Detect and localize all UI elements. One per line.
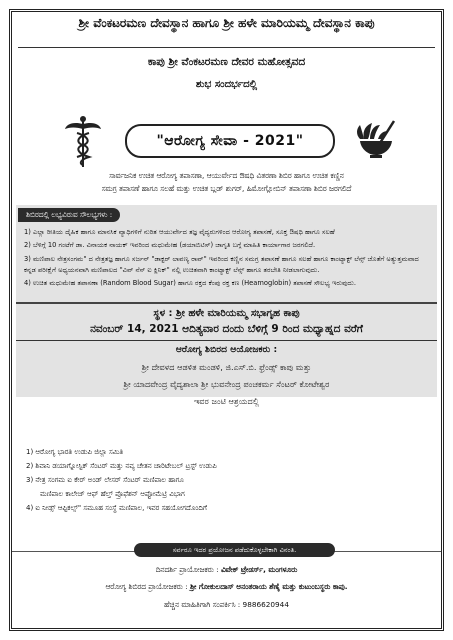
caduceus-icon [64,115,102,169]
organisers-line: ಶ್ರೀ ದೇವಳದ ಆಡಳಿತ ಮಂಡಳಿ, ಜಿ.ಎಸ್.ಬಿ. ಫ್ರೆಂಡ್ಸ್ ಕಾಪು ಮತ್ತು [141,362,312,372]
organisers-heading: ಆರೋಗ್ಯ ಶಿಬಿರದ ಆಯೋಜಕರು : [175,344,278,355]
intro-line: ಸಾರ್ವಜನಿಕ ಉಚಿತ ಆರೋಗ್ಯ ತಪಾಸಣಾ, ಆಯುರ್ವೇದ ಔಷಧಿ ವಿತರಣಾ ಶಿಬಿರ ಹಾಗೂ ಉಚಿತ ಕಣ್ಣಿನ [109,171,344,180]
temple-title: ಶ್ರೀ ವೆಂಕಟರಮಣ ದೇವಸ್ಥಾನ ಹಾಗೂ ಶ್ರೀ ಹಳೇ ಮಾರಿಯಮ್ಮ ದೇವಸ್ಥಾನ ಕಾಪು [78,16,375,30]
organisers-line: ಶ್ರೀ ಯಾದವೇಂದ್ರ ವೈದ್ಯಶಾಲಾ ಶ್ರೀ ಭುವನೇಂದ್ರ ಪಂಚಕರ್ಮ ಸೆಂಟರ್ ಕೋಟೇಶ್ವರ [123,379,330,389]
venue-divider [16,302,437,304]
facility-item: 1) ಎಲ್ಲಾ ರೀತಿಯ ದೈಹಿಕ ಹಾಗೂ ಮಾನಸಿಕ ವ್ಯಾಧಿಗಳಿಗೆ ನುರಿತ ಆಯುರ್ವೇದ ತಜ್ಞ ವೈದ್ಯರುಗಳಿಂದ ಆರೋಗ್ಯ ತಪಾಸಣೆ, ಸೂಕ್ತ ಔಷಧಿ ಹಾಗೂ ಸಲಹೆ [24,228,335,236]
sponsor-item: 3) ನೇತ್ರ ಸಂಗಮ ಐ ಕೇರ್ ಅಂಡ್ ಲೇಸರ್ ಸೆಂಟರ್ ಮಣಿಪಾಲ ಹಾಗೂ [26,476,184,484]
calendar-sponsor-label: ದಿನದರ್ಶಿ ಪ್ರಾಯೋಜಕರು : [155,565,219,574]
event-title-box [125,124,335,158]
facility-item: 3) ಮಣಿಪಾಲ ನೇತ್ರಸಂಗಮ" ದ ನೇತ್ರತಜ್ಞ ಹಾಗೂ ಸರ್ಜನ್ "ಡಾಕ್ಟರ್ ಲಾವಣ್ಯ ರಾವ್" ಇವರಿಂದ ಕಣ್ಣಿನ ಸಮಗ್ರ ತಪಾಸಣೆ ಹಾಗೂ ಸಲಹೆ ಹಾಗೂ ಕಾಂಟ್ಯಾಕ್ಟ್ ಲೆನ್ಸ್ ಜೊತೆಗೆ ಅತ್ಯುತ್ತಮವಾದ ಕನ್ನಡ ಪರೀಕ್ಷೆಗೆ ಅಧ್ಯಯನವಾಗಿ ಮಣಿಪಾಲದ "ವಿವ್ ನೆಸ್ ಐ ಕ್ಲಿನಿಕ್" ನಲ್ಲಿ ಉಚಿತವಾಗಿ ಕಾಂಟ್ಯಾಕ್ಟ್ ಲೆನ್ಸ್ ಹಾಗೂ ತರಬೇತಿ ನೀಡಲಾಗುವುದು. [24,254,419,274]
calendar-sponsor-name: ವಿವೇಕ್ ಟ್ರೇಡರ್ಸ್, ಮಂಗಳೂರು [220,565,298,574]
sponsor-item: 1) ಆರೋಗ್ಯ ಭಾರತಿ ಉಡುಪಿ ಜಿಲ್ಲಾ ಸಮಿತಿ [26,448,124,456]
date-divider [16,340,437,341]
date-text: ನವಂಬರ್ 14, 2021 ಆದಿತ್ಯವಾರ ದಂದು ಬೆಳಿಗ್ಗೆ 9 ರಿಂದ ಮಧ್ಯಾಹ್ನದ ವರೆಗೆ [90,323,363,335]
header-divider [18,47,435,48]
calendar-sponsor [12,565,441,575]
herbal-mortar-icon [354,115,398,159]
intro-line: ಸಮಗ್ರ ತಪಾಸಣೆ ಹಾಗೂ ಸಲಹೆ ಮತ್ತು ಉಚಿತ ಬ್ಲಡ್ ಶುಗರ್, ಹಿಮೋಗ್ಲೋಬಿನ್ ತಪಾಸಣಾ ಶಿಬಿರ ಜರಗಲಿದೆ [101,184,352,193]
intro-text [26,169,427,195]
facility-item: 4) ಉಚಿತ ಮಧುಮೇಹ ತಪಾಸಣಾ (Random Blood Sugar) ಹಾಗೂ ರಕ್ತದ ಕೆಂಪು ರಕ್ತ ಕಣ (Heamoglobin) ತಪಾಸಣೆ ಸೌಲಭ್ಯ ಇರುವುದು. [24,279,357,288]
event-title: "ಆರೋಗ್ಯ ಸೇವಾ - 2021" [156,133,304,149]
note-text: ಸರ್ವರೂ ಇದರ ಪ್ರಯೋಜನ ಪಡೆದುಕೊಳ್ಳಬೇಕಾಗಿ ವಿನಂತಿ. [172,545,297,554]
contact-text: ಹೆಚ್ಚಿನ ಮಾಹಿತಿಗಾಗಿ ಸಂಪರ್ಕಿಸಿ : 9886620944 [164,600,289,609]
sponsor-list [26,445,427,515]
occasion-title: ಶುಭ ಸಂದರ್ಭದಲ್ಲಿ [195,79,258,90]
camp-sponsor-name: ಶ್ರೀ ಗೋಕುಲದಾಸ್ ಅನಂತರಾಯ ಶೆಣೈ ಮತ್ತು ಕುಟುಂಬಸ್ಥರು ಕಾಪು. [189,582,348,591]
organisers-line: ಇವರ ಜಂಟಿ ಆಶ್ರಯದಲ್ಲಿ [193,396,260,406]
camp-sponsor-label: ಆರೋಗ್ಯ ಶಿಬಿರದ ಪ್ರಾಯೋಜಕರು : [105,582,188,591]
facilities-list [24,227,429,291]
festival-title: ಕಾಪು ಶ್ರೀ ವೆಂಕಟರಮಣ ದೇವರ ಮಹೋತ್ಸವದ [147,56,306,68]
facilities-heading: ಶಿಬಿರದಲ್ಲಿ ಲಭ್ಯವಿರುವ ಸೌಲಭ್ಯಗಳು : [18,208,120,222]
sponsor-item: 2) ಶಿವಾನಿ ಡಯಾಗ್ನೋಸ್ಟಿಕ್ ಸೆಂಟರ್ ಮತ್ತು ನವ್ಯ ಚೇತನ ಚಾರಿಟೇಬಲ್ ಟ್ರಸ್ಟ್ ಉಡುಪಿ [26,462,217,470]
camp-sponsor [12,582,441,592]
note-banner [134,543,335,557]
poster [9,9,444,631]
sponsor-item: 4) ಐ ನೀಡ್ಸ್ ಆಪ್ಟಿಕಲ್ಸ್" ಸಮೂಹ ಸಂಸ್ಥೆ ಮಣಿಪಾಲ, ಇವರ ಸಹಯೋಗದೊಂದಿಗೆ [26,504,207,512]
venue-text: ಸ್ಥಳ : ಶ್ರೀ ಹಳೇ ಮಾರಿಯಮ್ಮ ಸಭಾಗೃಹ ಕಾಪು [153,308,300,319]
facility-item: 2) ಬೆಳಿಗ್ಗೆ 10 ಗಂಟೆಗೆ ಡಾ. ವಿನಾಯಕ ನಾಯಕ್ ಇವರಿಂದ ಮಧುಮೇಹ (ಡಯಾಬಿಟಿಸ್) ಜಾಗೃತಿ ಬಗ್ಗೆ ಮಾಹಿತಿ ಕಾರ್ಯಾಗಾರ ಜರಗಲಿದೆ. [24,241,316,250]
sponsor-item: ಮಣಿಪಾಲ ಕಾಲೇಜ್ ಆಫ್ ಹೆಲ್ತ್ ಪ್ರೊಫೆಶನ್ ಆಪ್ಟೋಮೆಟ್ರಿ ವಿಭಾಗ [40,490,185,498]
